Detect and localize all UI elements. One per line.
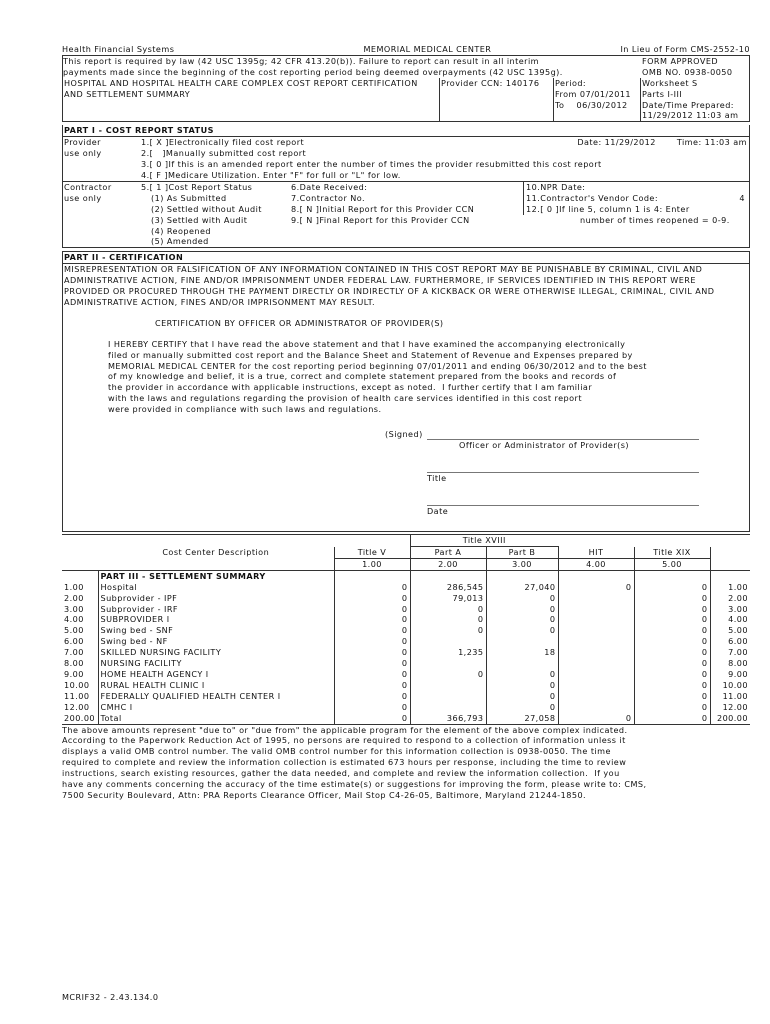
table-row xyxy=(62,582,750,593)
cell-part-a xyxy=(410,658,486,669)
row-number-right: 10.00 xyxy=(710,680,750,691)
colnum-5: 5.00 xyxy=(634,558,710,570)
cell-part-b: 0 xyxy=(486,593,558,604)
table-row xyxy=(62,614,750,625)
cell-part-a: 0 xyxy=(410,625,486,636)
cell-title-xix: 0 xyxy=(634,647,710,658)
page-header xyxy=(62,44,750,55)
part1-section xyxy=(62,125,750,248)
colnum-3: 3.00 xyxy=(486,558,558,570)
cell-hit xyxy=(558,636,634,647)
item-5-status: 5.[ 1 ]Cost Report Status xyxy=(141,181,253,192)
cell-part-a xyxy=(410,680,486,691)
cell-title-xix: 0 xyxy=(634,625,710,636)
item-7-contractor-no: 7.Contractor No. xyxy=(291,192,366,203)
worksheet-label: Worksheet S xyxy=(642,77,698,88)
officer-label: Officer or Administrator of Provider(s) xyxy=(459,440,630,451)
item-1-date: Date: 11/29/2012 xyxy=(577,137,656,148)
cell-hit xyxy=(558,691,634,702)
cell-hit xyxy=(558,669,634,680)
cell-title-xix: 0 xyxy=(634,691,710,702)
row-number: 200.00 xyxy=(62,713,98,724)
item-4-utilization: 4.[ F ]Medicare Utilization. Enter "F" for full or "L" for low. xyxy=(141,169,401,180)
cell-title-v: 0 xyxy=(334,625,410,636)
cell-hit xyxy=(558,702,634,713)
cell-hit: 0 xyxy=(558,582,634,593)
cell-part-b: 0 xyxy=(486,614,558,625)
table-row xyxy=(62,669,750,680)
status-4: (4) Reopened xyxy=(151,225,211,236)
row-number: 7.00 xyxy=(64,647,84,658)
cell-title-v: 0 xyxy=(334,647,410,658)
cell-title-v: 0 xyxy=(334,614,410,625)
cell-title-v: 0 xyxy=(334,669,410,680)
footnote-line-1: According to the Paperwork Reduction Act of 1995, no persons are required to respond to a collection of information unless it xyxy=(62,735,626,746)
cell-title-v: 0 xyxy=(334,604,410,615)
row-number-right: 7.00 xyxy=(710,647,750,658)
cell-hit xyxy=(558,625,634,636)
date-label: Date xyxy=(427,506,449,517)
part2-section xyxy=(62,251,750,532)
part3-title: PART III - SETTLEMENT SUMMARY xyxy=(98,570,334,581)
row-description: Subprovider - IPF xyxy=(98,593,334,604)
cell-title-xix: 0 xyxy=(634,604,710,615)
provider-ccn-cell xyxy=(439,78,553,122)
cell-title-v: 0 xyxy=(334,680,410,691)
cell-hit: 0 xyxy=(558,713,634,724)
cell-title-v: 0 xyxy=(334,658,410,669)
item-6-date-received: 6.Date Received: xyxy=(291,181,368,192)
cell-title-xix: 0 xyxy=(634,636,710,647)
cell-part-a: 79,013 xyxy=(410,593,486,604)
row-number-right: 8.00 xyxy=(710,658,750,669)
cell-title-xix: 0 xyxy=(634,593,710,604)
cell-part-b: 0 xyxy=(486,680,558,691)
software-name: Health Financial Systems xyxy=(62,44,175,54)
item-3-amended: 3.[ 0 ]If this is an amended report enter the number of times the provider resubmitted this cost report xyxy=(141,159,602,170)
cert-heading: CERTIFICATION BY OFFICER OR ADMINISTRATOR OF PROVIDER(S) xyxy=(155,317,444,328)
cell-part-a: 0 xyxy=(410,604,486,615)
row-number-right: 12.00 xyxy=(710,702,750,713)
col-description: Cost Center Description xyxy=(162,547,270,557)
footnote-line-3: required to complete and review the information collection is estimated 673 hours per response, including the time to review xyxy=(62,757,627,768)
status-1: (1) As Submitted xyxy=(151,192,227,203)
cell-hit xyxy=(558,604,634,615)
row-number: 8.00 xyxy=(64,658,84,669)
row-description: Swing bed - SNF xyxy=(98,625,334,636)
row-description: RURAL HEALTH CLINIC I xyxy=(98,680,334,691)
cell-part-a: 1,235 xyxy=(410,647,486,658)
cell-part-b: 0 xyxy=(486,669,558,680)
item-1-time: Time: 11:03 am xyxy=(676,137,747,148)
cell-part-a xyxy=(410,702,486,713)
item-9-final-report: 9.[ N ]Final Report for this Provider CCN xyxy=(291,214,470,225)
row-description: SUBPROVIDER I xyxy=(98,614,334,625)
cell-hit xyxy=(558,647,634,658)
row-number: 12.00 xyxy=(64,701,90,712)
signed-label: (Signed) xyxy=(385,429,423,440)
cell-title-v: 0 xyxy=(334,593,410,604)
warning-line-2: ADMINISTRATIVE ACTION, FINE AND/OR IMPRISONMENT UNDER FEDERAL LAW. FURTHERMORE, IF SERVICES IDENTIFIED IN THIS REPORT WERE xyxy=(64,275,696,286)
period-to: To 06/30/2012 xyxy=(555,99,628,110)
row-number-right: 200.00 xyxy=(710,713,750,724)
row-number: 5.00 xyxy=(64,625,84,636)
provider-use-only: use only xyxy=(64,148,102,159)
cell-title-v: 0 xyxy=(334,636,410,647)
cell-hit xyxy=(558,614,634,625)
settlement-table xyxy=(62,534,750,724)
col-part-b: Part B xyxy=(486,547,558,559)
cell-title-xix: 0 xyxy=(634,614,710,625)
cert-line-5: the provider in accordance with applicable instructions, except as noted. I further certify that I am familiar xyxy=(108,382,593,393)
item-2-manual: 2.[ ]Manually submitted cost report xyxy=(141,148,307,159)
cert-line-6: with the laws and regulations regarding the provision of health care services identified in this cost report xyxy=(108,393,582,404)
cell-part-b: 18 xyxy=(486,647,558,658)
cert-line-3: MEMORIAL MEDICAL CENTER for the cost reporting period beginning 07/01/2011 and ending 06/30/2012 and to the best xyxy=(108,360,647,371)
cell-title-v: 0 xyxy=(334,713,410,724)
cell-part-a xyxy=(410,636,486,647)
table-row xyxy=(62,604,750,615)
provider-label: Provider xyxy=(64,137,101,148)
footnote-line-0: The above amounts represent "due to" or "due from" the applicable program for the element of the above complex indicated. xyxy=(62,724,628,735)
row-number: 9.00 xyxy=(64,668,84,679)
row-number-right: 11.00 xyxy=(710,691,750,702)
table-row xyxy=(62,680,750,691)
warning-line-1: MISREPRESENTATION OR FALSIFICATION OF ANY INFORMATION CONTAINED IN THIS COST REPORT MAY BE PUNISHABLE BY CRIMINAL, CIVIL AND xyxy=(64,264,703,275)
colnum-4: 4.00 xyxy=(558,558,634,570)
contractor-use-block xyxy=(63,182,749,247)
item-1-electronic: 1.[ X ]Electronically filed cost report xyxy=(141,137,305,148)
row-number-right: 3.00 xyxy=(710,604,750,615)
row-description: Total xyxy=(98,713,334,724)
row-description: Subprovider - IRF xyxy=(98,604,334,615)
item-10-npr-date: 10.NPR Date: xyxy=(526,181,586,192)
item-11-vendor-code: 11.Contractor's Vendor Code: xyxy=(526,192,659,203)
form-approved: FORM APPROVED xyxy=(642,55,719,66)
cell-part-b: 27,040 xyxy=(486,582,558,593)
colnum-1: 1.00 xyxy=(334,558,410,570)
notice-line-2: payments made since the beginning of the cost reporting period being deemed overpayments (42 USC 1395g). xyxy=(63,66,563,77)
row-number-right: 9.00 xyxy=(710,669,750,680)
report-title-2: AND SETTLEMENT SUMMARY xyxy=(64,88,191,99)
cell-part-a: 286,545 xyxy=(410,582,486,593)
table-row xyxy=(62,647,750,658)
cell-hit xyxy=(558,593,634,604)
omb-number: OMB NO. 0938-0050 xyxy=(642,66,733,77)
row-number: 10.00 xyxy=(64,679,90,690)
table-row xyxy=(62,702,750,713)
cert-line-4: of my knowledge and belief, it is a true, correct and complete statement prepared from the books and records of xyxy=(108,371,617,382)
status-5: (5) Amended xyxy=(151,236,209,247)
footnote-line-6: 7500 Security Boulevard, Attn: PRA Reports Clearance Officer, Mail Stop C4-26-05, Baltimore, Maryland 21244-1850. xyxy=(62,789,587,800)
table-row xyxy=(62,625,750,636)
contractor-use-only: use only xyxy=(64,192,102,203)
table-row xyxy=(62,658,750,669)
cell-title-xix: 0 xyxy=(634,582,710,593)
cert-line-1: I HEREBY CERTIFY that I have read the above statement and that I have examined the accompanying electronically xyxy=(108,338,626,349)
table-row xyxy=(62,636,750,647)
certification-statement xyxy=(63,339,738,415)
cell-title-v: 0 xyxy=(334,702,410,713)
table-row xyxy=(62,713,750,724)
col-title-xviii: Title XVIII xyxy=(410,535,558,547)
row-description: Swing bed - NF xyxy=(98,636,334,647)
part1-title: PART I - COST REPORT STATUS xyxy=(63,125,749,137)
col-title-xix: Title XIX xyxy=(634,547,710,559)
row-number: 1.00 xyxy=(64,581,84,592)
col-hit: HIT xyxy=(558,547,634,559)
row-number-right: 6.00 xyxy=(710,636,750,647)
provider-use-block xyxy=(63,137,749,182)
notice-box xyxy=(62,55,750,122)
cell-part-a: 0 xyxy=(410,669,486,680)
cell-part-b: 0 xyxy=(486,604,558,615)
table-row xyxy=(62,593,750,604)
cell-part-b xyxy=(486,636,558,647)
status-2: (2) Settled without Audit xyxy=(151,203,262,214)
cell-part-b: 0 xyxy=(486,691,558,702)
cell-part-a xyxy=(410,691,486,702)
row-description: CMHC I xyxy=(98,702,334,713)
parts-label: Parts I-III xyxy=(642,88,683,99)
cell-title-xix: 0 xyxy=(634,680,710,691)
period-from: From 07/01/2011 xyxy=(555,88,632,99)
table-row xyxy=(62,691,750,702)
status-3: (3) Settled with Audit xyxy=(151,214,248,225)
row-description: NURSING FACILITY xyxy=(98,658,334,669)
date-line[interactable] xyxy=(427,505,699,506)
cell-part-a: 366,793 xyxy=(410,713,486,724)
row-number: 2.00 xyxy=(64,592,84,603)
prepared-label: Date/Time Prepared: xyxy=(642,99,734,110)
row-description: FEDERALLY QUALIFIED HEALTH CENTER I xyxy=(98,691,334,702)
cell-title-v: 0 xyxy=(334,691,410,702)
row-description: HOME HEALTH AGENCY I xyxy=(98,669,334,680)
cell-title-xix: 0 xyxy=(634,713,710,724)
contractor-label: Contractor xyxy=(64,181,112,192)
part2-title: PART II - CERTIFICATION xyxy=(63,252,749,264)
prepared-value: 11/29/2012 11:03 am xyxy=(642,110,739,121)
row-number-right: 4.00 xyxy=(710,614,750,625)
row-number-right: 1.00 xyxy=(710,582,750,593)
colnum-2: 2.00 xyxy=(410,558,486,570)
settlement-rows xyxy=(62,582,750,724)
footnote-line-4: instructions, search existing resources, gather the data needed, and complete and review the information collection. If you xyxy=(62,768,620,779)
cell-title-xix: 0 xyxy=(634,702,710,713)
title-label: Title xyxy=(427,473,447,484)
cell-part-b: 0 xyxy=(486,625,558,636)
cert-line-7: were provided in compliance with such laws and regulations. xyxy=(108,404,382,415)
row-number: 6.00 xyxy=(64,636,84,647)
cell-part-a: 0 xyxy=(410,614,486,625)
item-8-initial-report: 8.[ N ]Initial Report for this Provider CCN xyxy=(291,203,475,214)
row-number-right: 5.00 xyxy=(710,625,750,636)
cell-title-xix: 0 xyxy=(634,669,710,680)
provider-ccn: Provider CCN: 140176 xyxy=(441,77,540,88)
cell-hit xyxy=(558,658,634,669)
row-description: Hospital xyxy=(98,582,334,593)
footnote-line-2: displays a valid OMB control number. The valid OMB control number for this information collection is 0938-0050. The time xyxy=(62,746,611,757)
warning-line-3: PROVIDED OR PROCURED THROUGH THE PAYMENT DIRECTLY OR INDIRECTLY OF A KICKBACK OR WERE OTHERWISE ILLEGAL, CRIMINAL, CIVIL AND xyxy=(64,286,715,297)
row-number: 11.00 xyxy=(64,690,90,701)
software-version: MCRIF32 - 2.43.134.0 xyxy=(62,992,159,1002)
report-title-1: HOSPITAL AND HOSPITAL HEALTH CARE COMPLEX COST REPORT CERTIFICATION xyxy=(64,77,418,88)
signature-block xyxy=(63,429,749,531)
cert-line-2: filed or manually submitted cost report and the Balance Sheet and Statement of Revenue and Expenses prepared by xyxy=(108,349,633,360)
row-description: SKILLED NURSING FACILITY xyxy=(98,647,334,658)
row-number: 4.00 xyxy=(64,614,84,625)
footnote xyxy=(62,725,750,801)
row-number-right: 2.00 xyxy=(710,593,750,604)
item-12-reopened-note: number of times reopened = 0-9. xyxy=(580,214,730,225)
warning-line-4: ADMINISTRATIVE ACTION, FINES AND/OR IMPRISONMENT MAY RESULT. xyxy=(64,296,376,307)
cell-part-b: 0 xyxy=(486,702,558,713)
provider-name: MEMORIAL MEDICAL CENTER xyxy=(363,44,492,54)
item-11-value: 4 xyxy=(739,192,745,203)
item-12-reopened: 12.[ 0 ]If line 5, column 1 is 4: Enter xyxy=(526,203,690,214)
row-number: 3.00 xyxy=(64,603,84,614)
cell-title-xix: 0 xyxy=(634,658,710,669)
cell-part-b: 27,058 xyxy=(486,713,558,724)
cost-report-page xyxy=(62,44,750,801)
cell-hit xyxy=(558,680,634,691)
col-title-v: Title V xyxy=(334,547,410,559)
cell-title-v: 0 xyxy=(334,582,410,593)
period-label: Period: xyxy=(555,77,587,88)
col-part-a: Part A xyxy=(410,547,486,559)
title-line[interactable] xyxy=(427,472,699,473)
footnote-line-5: have any comments concerning the accuracy of the time estimate(s) or suggestions for improving the form, please write to: CMS, xyxy=(62,779,647,790)
notice-line-1: This report is required by law (42 USC 1395g; 42 CFR 413.20(b)). Failure to report can result in all interim xyxy=(63,55,539,66)
form-reference: In Lieu of Form CMS-2552-10 xyxy=(620,44,750,54)
cell-part-b xyxy=(486,658,558,669)
